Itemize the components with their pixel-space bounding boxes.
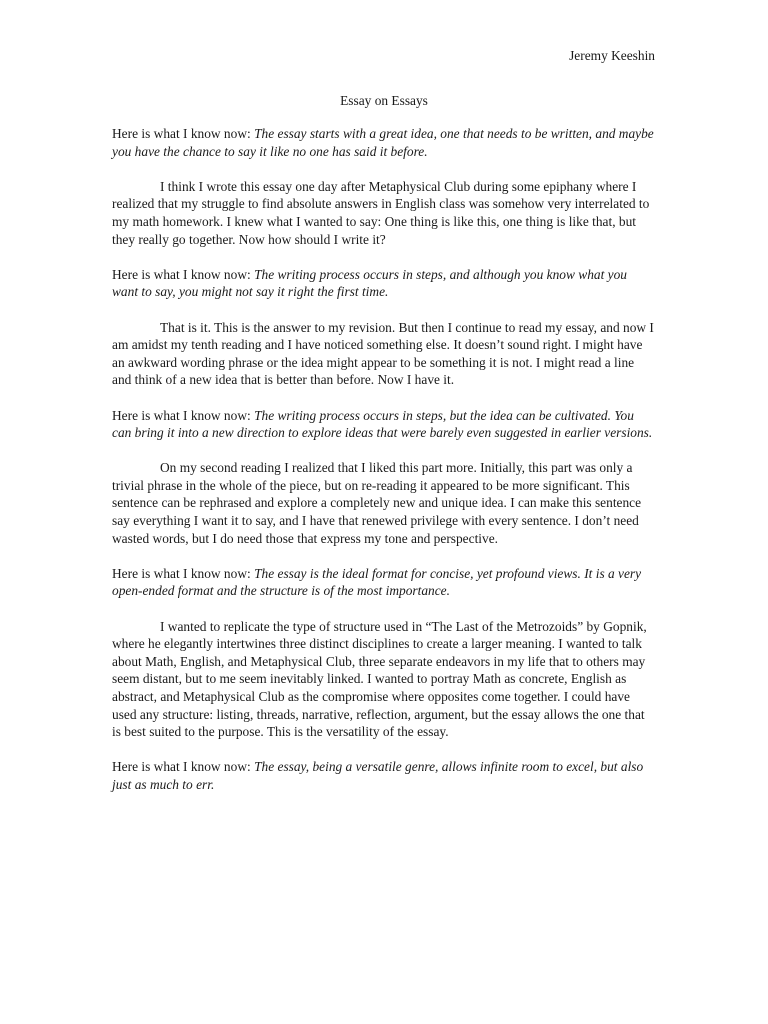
know-now-lead: Here is what I know now: (112, 407, 255, 423)
know-now-lead: Here is what I know now: (112, 266, 255, 282)
essay-body (112, 125, 656, 811)
body-paragraph-3: On my second reading I realized that I liked this part more. Initially, this part was only a trivial phrase in the whole of the piece, but on re-reading it appeared to be more significant. This sentence can be rephrased and explore a completely new and unique idea. I can make this sentence say everything I want it to say, and I have that renewed privilege with every sentence. I don’t need wasted words, but I do need those that express my tone and perspective. (112, 460, 642, 546)
know-now-paragraph-4 (112, 565, 656, 600)
know-now-claim: The essay starts with a great idea, one that needs to be written, and maybe you have the chance to say it like no one has said it before. (112, 126, 654, 159)
body-paragraph-2: That is it. This is the answer to my revision. But then I continue to read my essay, and now I am amidst my tenth reading and I have noticed something else. It doesn’t sound right. I might have an awkward wording phrase or the idea might appear to be something it is not. I might read a line and think of a new idea that is better than before. Now I have it. (112, 319, 654, 388)
know-now-claim: The writing process occurs in steps, but the idea can be cultivated. You can bring it into a new direction to explore ideas that were barely even suggested in earlier versions. (112, 407, 653, 441)
know-now-paragraph-1 (112, 125, 656, 160)
body-paragraph-1: I think I wrote this essay one day after Metaphysical Club during some epiphany where I realized that my struggle to find absolute answers in English class was somehow very interrelated to my math homework. I knew what I wanted to say: One thing is like this, one thing is like that, but they really go together. Now how should I write it? (112, 178, 650, 247)
know-now-paragraph-2 (112, 266, 656, 301)
know-now-claim: The essay, being a versatile genre, allows infinite room to excel, but also just as much to err. (112, 759, 644, 792)
know-now-paragraph-5 (112, 758, 656, 793)
document-title: Essay on Essays (340, 93, 428, 108)
know-now-paragraph-3 (112, 407, 656, 442)
body-paragraph-4: I wanted to replicate the type of structure used in “The Last of the Metrozoids” by Gopnik, where he elegantly intertwines three distinct disciplines to create a larger meaning. I wanted to talk about Math, English, and Metaphysical Club, three separate endeavors in my life that to others may seem distant, but to me seem inevitably linked. I wanted to portray Math as concrete, English as abstract, and Metaphysical Club as the compromise where opposites come together. I could have used any structure: listing, threads, narrative, reflection, argument, but the essay allows the one that is best suited to the purpose. This is the versatility of the essay. (112, 618, 647, 740)
know-now-lead: Here is what I know now: (112, 126, 255, 141)
author-name: Jeremy Keeshin (569, 48, 655, 63)
know-now-lead: Here is what I know now: (112, 759, 255, 775)
know-now-claim: The essay is the ideal format for concise, yet profound views. It is a very open-ended format and the structure is of the most importance. (112, 565, 642, 599)
know-now-claim: The writing process occurs in steps, and although you know what you want to say, you might not say it right the first time. (112, 266, 627, 300)
know-now-lead: Here is what I know now: (112, 565, 255, 581)
